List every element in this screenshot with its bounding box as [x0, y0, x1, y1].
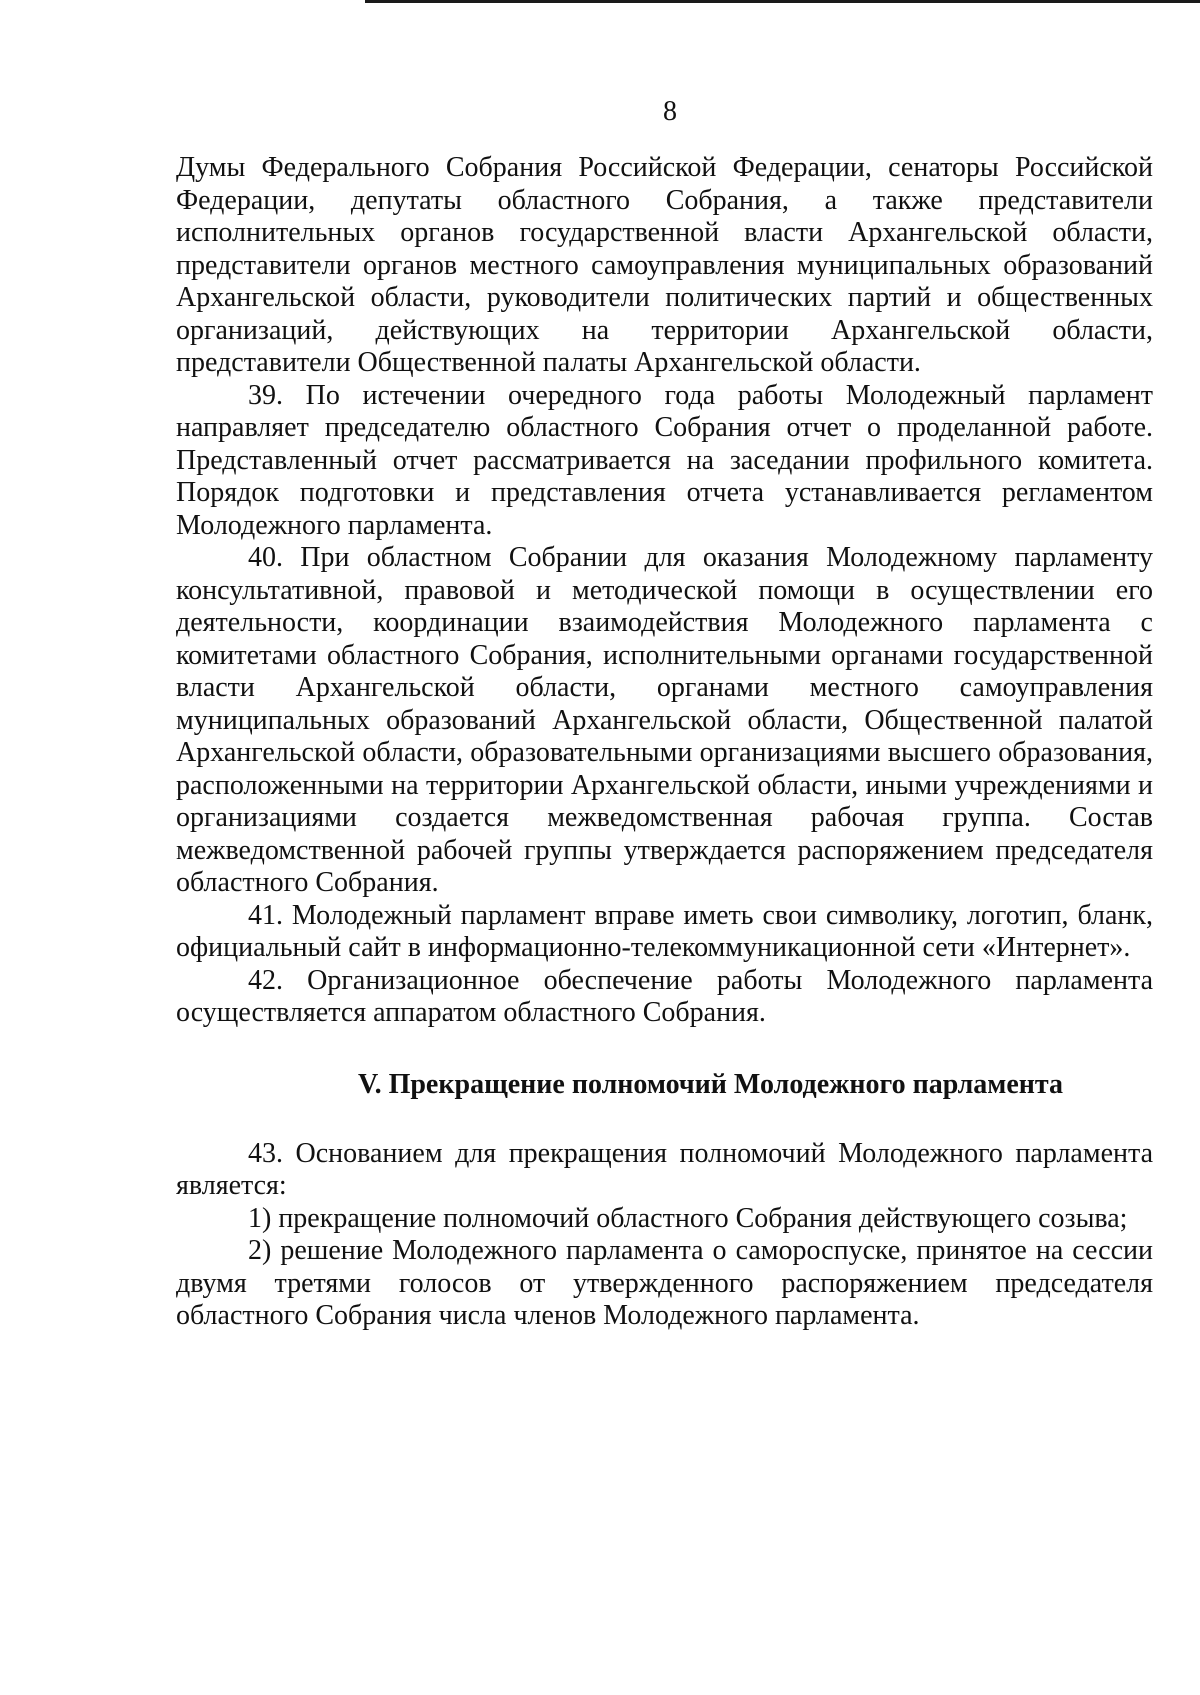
paragraph-42: 42. Организационное обеспечение работы Молодежного парламента осуществляется аппаратом областного Собрания. — [176, 964, 1153, 1028]
paragraph-41: 41. Молодежный парламент вправе иметь свои символику, логотип, бланк, официальный сайт в информационно-телекоммуникационной сети «Интернет». — [176, 899, 1153, 963]
list-item-1: 1) прекращение полномочий областного Собрания действующего созыва; — [248, 1202, 1128, 1234]
paragraph-39: 39. По истечении очередного года работы Молодежный парламент направляет председателю областного Собрания отчет о проделанной работе. Представленный отчет рассматривается на заседании профильного комитета. Порядок подготовки и представления отчета устанавливается регламентом Молодежного парламента. — [176, 379, 1153, 541]
paragraph-40: 40. При областном Собрании для оказания Молодежному парламенту консультативной, правовой и методической помощи в осуществлении его деятельности, координации взаимодействия Молодежного парламента с комитетами областного Собрания, исполнительными органами государственной власти Архангельской области, органами местного самоуправления муниципальных образований Архангельской области, Общественной палатой Архангельской области, образовательными организациями высшего образования, расположенными на территории Архангельской области, иными учреждениями и организациями создается межведомственная рабочая группа. Состав межведомственной рабочей группы утверждается распоряжением председателя областного Собрания. — [176, 542, 1153, 898]
scan-border-line — [365, 0, 1200, 3]
section-heading: V. Прекращение полномочий Молодежного парламента — [357, 1068, 1064, 1100]
document-body — [176, 152, 1153, 1333]
list-item-2: 2) решение Молодежного парламента о самороспуске, принятое на сессии двумя третями голосов от утвержденного распоряжением председателя областного Собрания числа членов Молодежного парламента. — [176, 1235, 1153, 1331]
page-number: 8 — [663, 96, 677, 127]
paragraph-continuation: Думы Федерального Собрания Российской Федерации, сенаторы Российской Федерации, депутаты областного Собрания, а также представители исполнительных органов государственной власти Архангельской области, представители органов местного самоуправления муниципальных образований Архангельской области, руководители политических партий и общественных организаций, действующих на территории Архангельской области, представители Общественной палаты Архангельской области. — [176, 152, 1153, 378]
paragraph-43: 43. Основанием для прекращения полномочий Молодежного парламента является: — [176, 1137, 1153, 1201]
